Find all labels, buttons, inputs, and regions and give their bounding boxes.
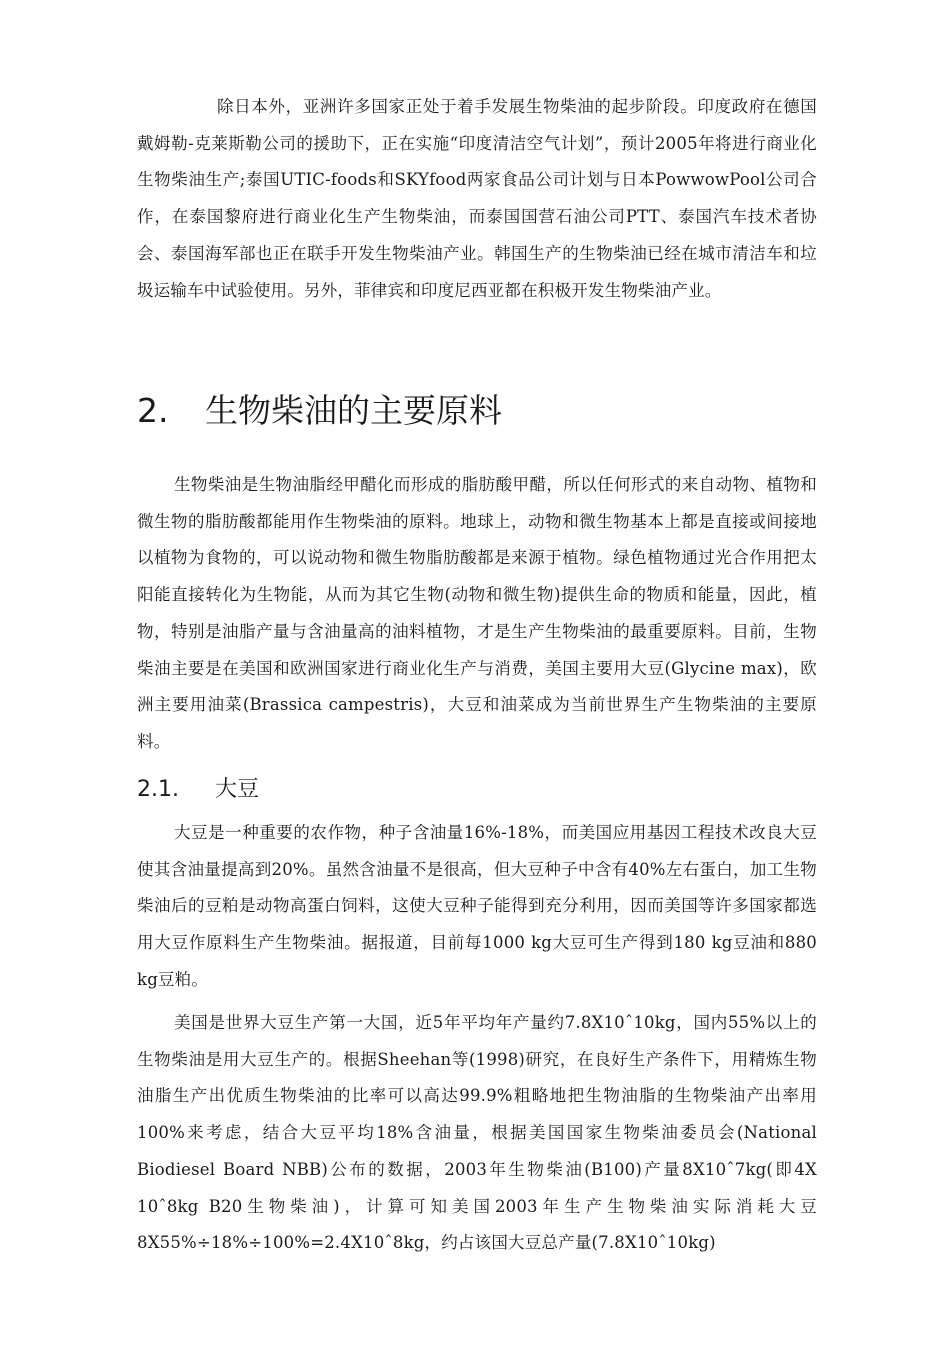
section-heading [137,388,502,434]
paragraph-raw-materials: 生物柴油是生物油脂经甲醋化而形成的脂肪酸甲醋，所以任何形式的来自动物、植物和微生物的脂肪酸都能用作生物柴油的原料。地球上，动物和微生物基本上都是直接或间接地以植物为食物的，可以说动物和微生物脂肪酸都是来源于植物。绿色植物通过光合作用把太阳能直接转化为生物能，从而为其它生物(动物和微生物)提供生命的物质和能量，因此，植物，特别是油脂产量与含油量高的油料植物，才是生产生物柴油的最重要原料。目前，生物柴油主要是在美国和欧洲国家进行商业化生产与消费，美国主要用大豆(Glycine max)，欧洲主要用油菜(Brassica campestris)，大豆和油菜成为当前世界生产生物柴油的主要原料。 [137,475,817,751]
section-title: 生物柴油的主要原料 [205,391,502,430]
paragraph-us-soybean: 美国是世界大豆生产第一大国，近5年平均年产量约7.8X10ˆ10kg，国内55%以上的生物柴油是用大豆生产的。根据Sheehan等(1998)研究，在良好生产条件下，用精炼生物油脂生产出优质生物柴油的比率可以高达99.9%粗略地把生物油脂的生物柴油产出率用100%来考虑，结合大豆平均18%含油量，根据美国国家生物柴油委员会(National Biodiesel Board NBB)公布的数据，2003年生物柴油(B100)产量8X10ˆ7kg(即4X 10ˆ8kg B20生物柴油)，计算可知美国2003年生产生物柴油实际消耗大豆8X55%÷18%÷100%=2.4X10ˆ8kg，约占该国大豆总产量(7.8X10ˆ10kg) [137,1013,817,1253]
section-number: 2. [137,391,169,430]
subsection-number: 2.1. [137,777,179,802]
paragraph-soybean-intro: 大豆是一种重要的农作物，种子含油量16%-18%，而美国应用基因工程技术改良大豆使其含油量提高到20%。虽然含油量不是很高，但大豆种子中含有40%左右蛋白，加工生物柴油后的豆粕是动物高蛋白饲料，这使大豆种子能得到充分利用，因而美国等许多国家都选用大豆作原料生产生物柴油。据报道，目前每1000 kg大豆可生产得到180 kg豆油和880 kg豆粕。 [137,823,817,989]
paragraph-asia-biodiesel: 除日本外，亚洲许多国家正处于着手发展生物柴油的起步阶段。印度政府在德国戴姆勒-克莱斯勒公司的援助下，正在实施“印度清洁空气计划”，预计2005年将进行商业化生物柴油生产;泰国UTIC-foods和SKYfood两家食品公司计划与日本PowwowPool公司合作，在泰国黎府进行商业化生产生物柴油，而泰国国营石油公司PTT、泰国汽车技术者协会、泰国海军部也正在联手开发生物柴油产业。韩国生产的生物柴油已经在城市清洁车和垃圾运输车中试验使用。另外，菲律宾和印度尼西亚都在积极开发生物柴油产业。 [137,97,817,300]
subsection-heading [137,773,259,807]
subsection-title: 大豆 [215,777,260,802]
